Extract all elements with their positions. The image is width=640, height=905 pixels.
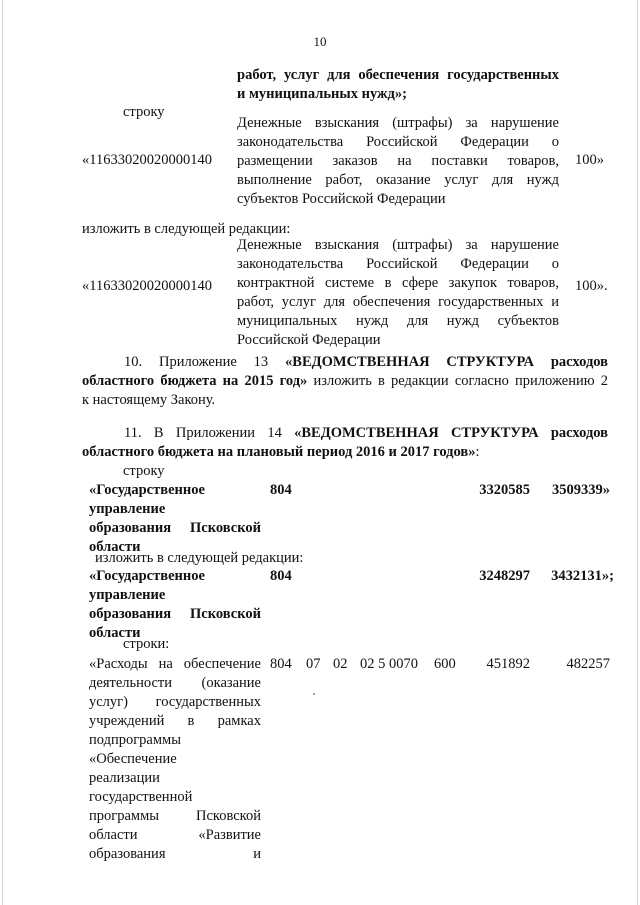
- expense-name-line: программы Псковской: [89, 808, 261, 824]
- item10-title: «ВЕДОМСТВЕННАЯ СТРУКТУРА расходов: [285, 354, 608, 370]
- row-old-line: Денежные взыскания (штрафы) за нарушение: [237, 115, 559, 131]
- item10-line3: к настоящему Закону.: [82, 392, 216, 408]
- item10-line1: [82, 353, 608, 372]
- intro-line: работ, услуг для обеспечения государственных: [237, 67, 559, 83]
- paragraph-item-10: [82, 353, 608, 410]
- label-new-edition: изложить в следующей редакции:: [82, 221, 291, 237]
- dept-new-name-line: области: [89, 625, 141, 641]
- dept-new-name-line: управление: [89, 587, 166, 603]
- page-edge-left: [2, 0, 3, 905]
- page-edge-right: [637, 0, 638, 905]
- expense-name: [89, 655, 261, 864]
- expense-name-line: учреждений в рамках: [89, 713, 261, 729]
- row-new-description: [237, 236, 559, 350]
- row-new-line: муниципальных нужд для нужд субъектов: [237, 313, 559, 329]
- dept-new-name-line: образования Псковской: [89, 606, 261, 622]
- item11-title-cont: областного бюджета на плановый период 2016 и 2017 годов»: [82, 444, 476, 460]
- expense-2017: 482257: [566, 656, 610, 672]
- row-old-value: 100»: [575, 152, 604, 168]
- row-new-line: Российской Федерации: [237, 332, 381, 348]
- intro-line: и муниципальных нужд»;: [237, 86, 407, 102]
- expense-type: 600: [434, 656, 456, 672]
- expense-subsection: 02: [333, 656, 348, 672]
- expense-name-line: подпрограммы: [89, 732, 181, 748]
- dept-old-name-line: образования Псковской: [89, 520, 261, 536]
- row-old-line: размещении заказов на поставки товаров,: [237, 153, 559, 169]
- row-new-line: контрактной системе в сфере закупок товаров,: [237, 275, 559, 291]
- row-old-description: [237, 114, 559, 209]
- dept-new-2016: 3248297: [479, 568, 530, 584]
- dept-old-2016: 3320585: [479, 482, 530, 498]
- row-old-line: законодательства Российской Федерации о: [237, 134, 559, 150]
- row-new-line: законодательства Российской Федерации о: [237, 256, 559, 272]
- row-new-line: Денежные взыскания (штрафы) за нарушение: [237, 237, 559, 253]
- expense-name-line: образования и: [89, 846, 261, 862]
- expense-2016: 451892: [486, 656, 530, 672]
- dept-old-name-line: управление: [89, 501, 166, 517]
- item11-title: «ВЕДОМСТВЕННАЯ СТРУКТУРА расходов: [294, 425, 608, 441]
- row-new-value: 100».: [575, 278, 608, 294]
- label-rows: строки:: [123, 636, 170, 652]
- row-old-code: «11633020020000140: [82, 152, 212, 168]
- dept-new-name: [89, 567, 261, 643]
- dept-old-2017: 3509339»: [552, 482, 610, 498]
- dept-old-name: [89, 481, 261, 557]
- row-new-code: «11633020020000140: [82, 278, 212, 294]
- item11-rest: :: [475, 444, 480, 460]
- label-new-edition-2: изложить в следующей редакции:: [95, 550, 304, 566]
- expense-name-line: услуг) государственных: [89, 694, 261, 710]
- item10-title-cont: областного бюджета на 2015 год»: [82, 373, 308, 389]
- item11-line1: [82, 424, 608, 443]
- row-new-line: работ, услуг для обеспечения государственных и: [237, 294, 559, 310]
- expense-name-line: государственной: [89, 789, 193, 805]
- item11-prefix: 11. В Приложении 14: [124, 425, 295, 441]
- paragraph-item-11: [82, 424, 608, 462]
- expense-ministry: 804: [270, 656, 292, 672]
- item11-line2: [82, 443, 608, 462]
- dept-new-name-line: «Государственное: [89, 568, 205, 584]
- item10-prefix: 10. Приложение 13: [124, 354, 286, 370]
- expense-name-line: реализации: [89, 770, 160, 786]
- dept-new-code: 804: [270, 568, 292, 584]
- dept-old-name-line: «Государственное: [89, 482, 205, 498]
- expense-name-line: «Обеспечение: [89, 751, 177, 767]
- item10-rest: изложить в редакции согласно приложению 2: [307, 373, 608, 389]
- item10-line2: [82, 372, 608, 391]
- page-number: 10: [313, 34, 327, 49]
- dept-old-name-line: области: [89, 539, 141, 555]
- label-row-2: строку: [123, 463, 165, 479]
- intro-bold-text: [237, 66, 559, 104]
- expense-name-line: области «Развитие: [89, 827, 261, 843]
- expense-name-line: «Расходы на обеспечение: [89, 656, 261, 672]
- expense-target: 02 5 0070: [360, 656, 418, 672]
- label-row: строку: [123, 104, 165, 120]
- dept-old-code: 804: [270, 482, 292, 498]
- row-old-line: субъектов Российской Федерации: [237, 191, 446, 207]
- scan-speck: [313, 693, 315, 695]
- expense-name-line: деятельности (оказание: [89, 675, 261, 691]
- dept-new-2017: 3432131»;: [551, 568, 614, 584]
- row-old-line: выполнение работ, оказание услуг для нужд: [237, 172, 559, 188]
- expense-section: 07: [306, 656, 321, 672]
